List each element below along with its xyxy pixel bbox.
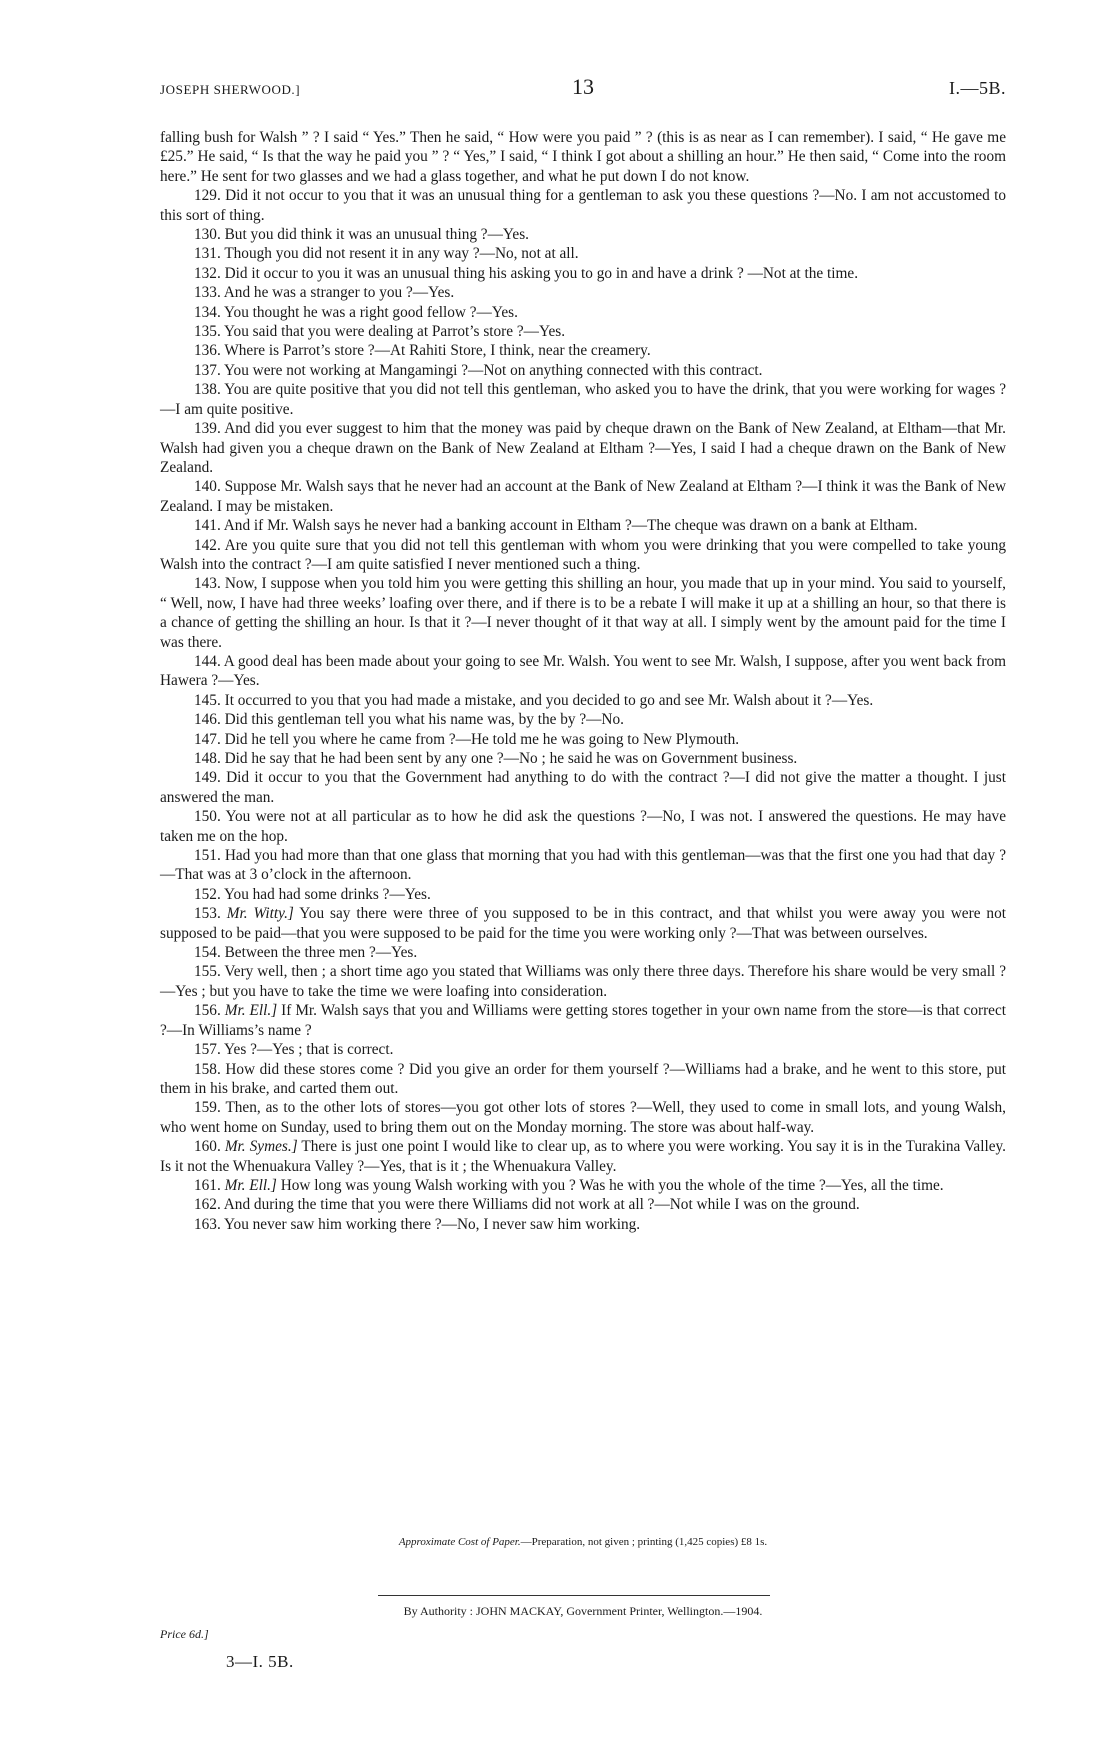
testimony-paragraph: 134. You thought he was a right good fellow ?—Yes. xyxy=(194,303,518,321)
speaker-name: Mr. Ell.] xyxy=(224,1002,278,1020)
testimony-paragraph: 154. Between the three men ?—Yes. xyxy=(194,944,418,962)
cost-of-paper xyxy=(160,1536,1006,1548)
testimony-paragraph: 145. It occurred to you that you had made a mistake, and you decided to go and see Mr. Walsh about it ?—Yes. xyxy=(194,691,874,709)
testimony-paragraph: 138. You are quite positive that you did not tell this gentleman, who asked you to have the drink, that you were working for wages ?—I am quite positive. xyxy=(160,381,1006,418)
testimony-paragraph: 143. Now, I suppose when you told him you were getting this shilling an hour, you made that up in your mind. You said to yourself, “ Well, now, I have had three weeks’ loafing over there, and if there is to be a rebate I will make it up at a shilling an hour, so that there is a chance of getting the shilling an hour. Is that it ?—I never thought of it that way at all. I simply went by the amount paid for the time I was there. xyxy=(160,575,1006,651)
testimony-paragraph: 137. You were not working at Mangamingi ?—Not on anything connected with this contract. xyxy=(194,361,763,379)
testimony-paragraph xyxy=(160,1001,1006,1040)
cost-text: —Preparation, not given ; printing (1,425 copies) £8 1s. xyxy=(520,1536,768,1548)
testimony-paragraph: 129. Did it not occur to you that it was an unusual thing for a gentleman to ask you these questions ?—No. I am not accustomed to this sort of thing. xyxy=(160,187,1006,224)
paragraph-text: How long was young Walsh working with you ? Was he with you the whole of the time ?—Yes, all the time. xyxy=(280,1176,944,1194)
testimony-paragraph xyxy=(160,904,1006,943)
testimony-paragraph: 147. Did he tell you where he came from ?—He told me he was going to New Plymouth. xyxy=(194,730,740,748)
footer-divider xyxy=(378,1595,770,1596)
testimony-paragraph: 151. Had you had more than that one glass that morning that you had with this gentleman—was that the first one you had that day ?—That was at 3 o’clock in the afternoon. xyxy=(160,847,1006,884)
paragraph-text: There is just one point I would like to clear up, as to where you were working. You say it is in the Turakina Valley. Is it not the Whenuakura Valley ?—Yes, that is it ; the Whenuakura Valley. xyxy=(160,1138,1006,1175)
speaker-name: Mr. Ell.] xyxy=(224,1176,277,1194)
page-header xyxy=(160,74,1006,104)
testimony-paragraph: 162. And during the time that you were there Williams did not work at all ?—Not while I was on the ground. xyxy=(194,1196,860,1214)
testimony-paragraph: 148. Did he say that he had been sent by any one ?—No ; he said he was on Government business. xyxy=(194,750,798,767)
testimony-paragraph: 140. Suppose Mr. Walsh says that he never had an account at the Bank of New Zealand at Eltham ?—I think it was the Bank of New Zealand. I may be mistaken. xyxy=(160,478,1006,515)
question-number: 160. xyxy=(194,1138,221,1156)
testimony-body xyxy=(160,128,1006,1234)
speaker-name: Mr. Witty.] xyxy=(226,905,294,923)
paragraph-text: If Mr. Walsh says that you and Williams were getting stores together in your own name from the store—is that correct ?—In Williams’s name ? xyxy=(160,1002,1007,1039)
printer-authority: By Authority : JOHN MACKAY, Government Printer, Wellington.—1904. xyxy=(403,1604,763,1618)
testimony-paragraph: 139. And did you ever suggest to him that the money was paid by cheque drawn on the Bank of New Zealand, at Eltham—that Mr. Walsh had given you a cheque drawn on the Bank of New Zealand at Eltham ?—Yes, I said I had a cheque drawn on the Bank of New Zealand. xyxy=(160,420,1006,476)
testimony-paragraph: 135. You said that you were dealing at Parrot’s store ?—Yes. xyxy=(194,323,566,341)
testimony-paragraph: 133. And he was a stranger to you ?—Yes. xyxy=(194,284,455,302)
testimony-paragraph: 158. How did these stores come ? Did you give an order for them yourself ?—Williams had a brake, and he went to this store, put them in his brake, and carted them out. xyxy=(160,1060,1006,1097)
question-number: 156. xyxy=(194,1002,221,1020)
testimony-paragraph: 149. Did it occur to you that the Government had anything to do with the contract ?—I did not give the matter a thought. I just answered the man. xyxy=(160,769,1006,806)
testimony-paragraph: 159. Then, as to the other lots of stores—you got other lots of stores ?—Well, they used to come in small lots, and young Walsh, who went home on Sunday, used to bring them out on the Monday morning. The store was about half-way. xyxy=(160,1099,1006,1136)
testimony-paragraph: 141. And if Mr. Walsh says he never had a banking account in Eltham ?—The cheque was drawn on a bank at Eltham. xyxy=(194,517,918,535)
testimony-paragraph xyxy=(160,1137,1006,1176)
testimony-paragraph: 130. But you did think it was an unusual thing ?—Yes. xyxy=(194,226,529,244)
testimony-paragraph: 155. Very well, then ; a short time ago you stated that Williams was only there three days. Therefore his share would be very small ?—Yes ; but you have to take the time we were loafing into consideration. xyxy=(160,963,1006,1000)
cost-label: Approximate Cost of Paper. xyxy=(398,1536,521,1548)
page-number: 13 xyxy=(572,74,594,99)
testimony-paragraph: 146. Did this gentleman tell you what his name was, by the by ?—No. xyxy=(194,711,624,729)
signature-mark: 3—I. 5B. xyxy=(226,1652,294,1671)
question-number: 161. xyxy=(194,1176,221,1194)
question-number: 153. xyxy=(194,905,221,923)
testimony-paragraph: 152. You had had some drinks ?—Yes. xyxy=(194,885,431,903)
testimony-paragraph: 157. Yes ?—Yes ; that is correct. xyxy=(194,1041,394,1059)
price-label: Price 6d.] xyxy=(160,1627,209,1641)
testimony-paragraph: 142. Are you quite sure that you did not tell this gentleman with whom you were drinking that you were compelled to take young Walsh into the contract ?—I am quite satisfied I never mentioned such a thing. xyxy=(160,536,1006,573)
paragraph-text: You say there were three of you supposed to be in this contract, and that whilst you were away you were not supposed to be paid—that you were supposed to be paid for the time you were working only ?—That was between ourselves. xyxy=(160,905,1006,942)
testimony-paragraph: 136. Where is Parrot’s store ?—At Rahiti Store, I think, near the creamery. xyxy=(194,342,651,360)
testimony-paragraph: 131. Though you did not resent it in any way ?—No, not at all. xyxy=(194,245,579,263)
testimony-paragraph: falling bush for Walsh ” ? I said “ Yes.” Then he said, “ How were you paid ” ? (this is as near as I can remember). I said, “ He gave me £25.” He said, “ Is that the way he paid you ” ? “ Yes,” I said, “ I think I got about a shilling an hour.” He then said, “ Come into the room here.” He sent for two glasses and we had a glass together, and what he put down I do not know. xyxy=(160,129,1006,185)
header-witness-name: JOSEPH SHERWOOD.] xyxy=(160,82,301,97)
testimony-paragraph: 163. You never saw him working there ?—No, I never saw him working. xyxy=(194,1215,641,1233)
paper-reference: I.—5B. xyxy=(949,78,1006,98)
testimony-paragraph: 150. You were not at all particular as to how he did ask the questions ?—No, I was not. I answered the questions. He may have taken me on the hop. xyxy=(160,808,1006,845)
testimony-paragraph: 144. A good deal has been made about your going to see Mr. Walsh. You went to see Mr. Walsh, I suppose, after you went back from Hawera ?—Yes. xyxy=(160,652,1006,690)
testimony-paragraph: 132. Did it occur to you it was an unusual thing his asking you to go in and have a drink ? —Not at the time. xyxy=(194,264,859,282)
speaker-name: Mr. Symes.] xyxy=(224,1138,298,1156)
testimony-paragraph xyxy=(160,1176,1006,1195)
